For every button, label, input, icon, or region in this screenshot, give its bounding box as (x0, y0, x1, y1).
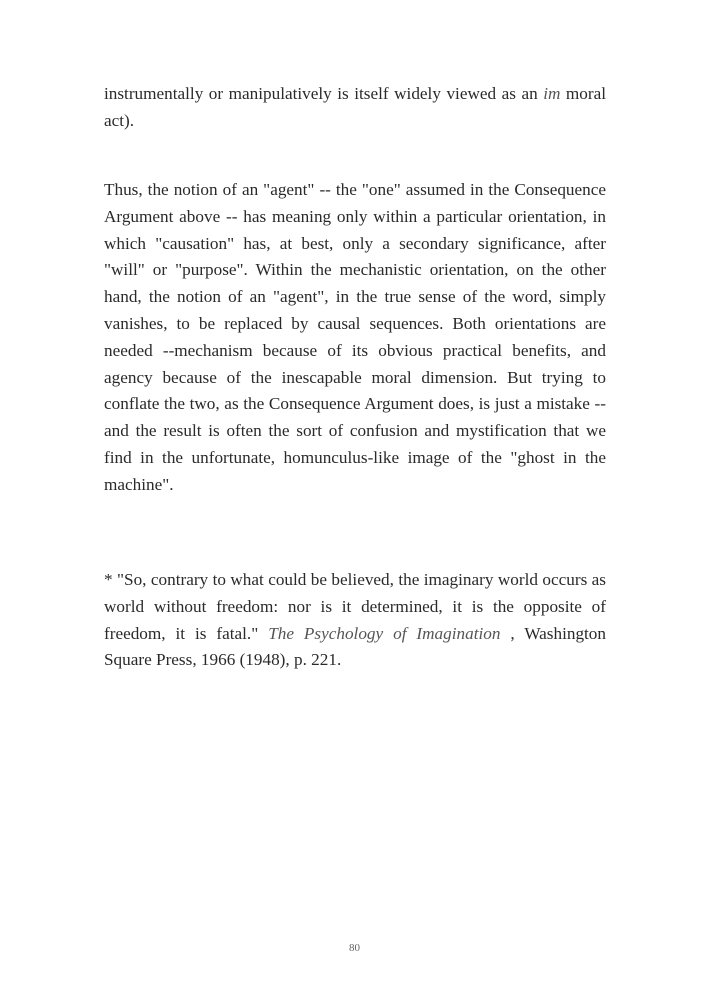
paragraph-1-tail: moral act). (104, 84, 606, 130)
footnote-text: * "So, contrary to what could be believed, the imaginary world occurs as world without freedom: nor is it determined, it is the opposite of freedom, it is fatal." (104, 570, 606, 643)
paragraph-agent-notion: Thus, the notion of an "agent" -- the "one" assumed in the Consequence Argument above -- has meaning only within a particular orientation, in which "causation" has, at best, only a secondary significance, after "will" or "purpose". Within the mechanistic orientation, on the other hand, the notion of an "agent", in the true sense of the word, simply vanishes, to be replaced by causal sequences. Both orientations are needed --mechanism because of its obvious practical benefits, and agency because of the inescapable moral dimension. But trying to conflate the two, as the Consequence Argument does, is just a mistake -- and the result is often the sort of confusion and mystification that we find in the unfortunate, homunculus-like image of the "ghost in the machine". (104, 180, 606, 494)
footnote-book-title: The Psychology of Imagination (268, 623, 501, 643)
paragraph-1-italic: im (543, 84, 561, 103)
footnote (104, 567, 606, 674)
footnote-citation: , Washington Square Press, 1966 (1948), p. 221. (104, 623, 606, 670)
paragraph-continuation (104, 81, 606, 135)
page-number: 80 (349, 942, 360, 954)
paragraph-1-text: instrumentally or manipulatively is itself widely viewed as an (104, 84, 544, 103)
